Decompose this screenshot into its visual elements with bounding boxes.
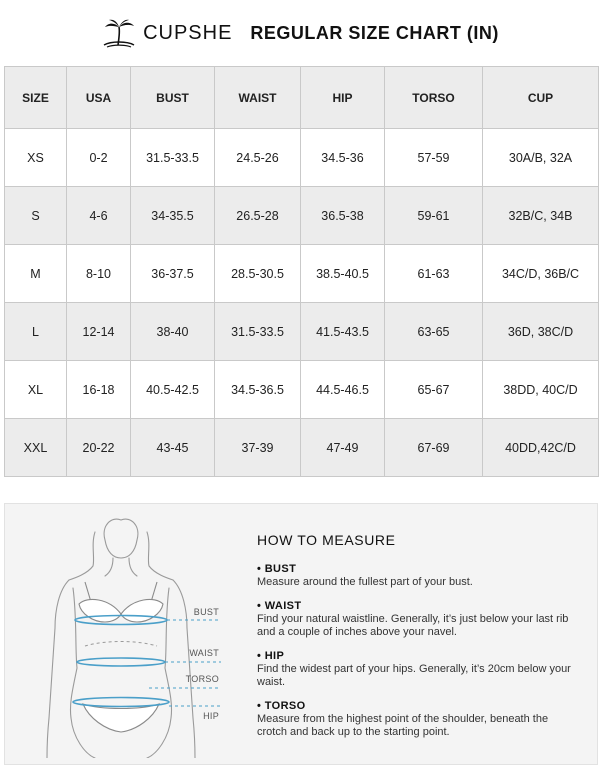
- table-cell: 38.5-40.5: [301, 245, 385, 303]
- table-cell: 16-18: [67, 361, 131, 419]
- table-cell: 8-10: [67, 245, 131, 303]
- how-to-measure-title: HOW TO MEASURE: [257, 532, 396, 548]
- body-measurement-figure: [25, 518, 230, 758]
- table-cell: 36.5-38: [301, 187, 385, 245]
- bust-guide-label: BUST: [193, 607, 219, 617]
- table-cell: 34C/D, 36B/C: [483, 245, 599, 303]
- table-cell: 31.5-33.5: [131, 129, 215, 187]
- table-cell: 59-61: [385, 187, 483, 245]
- table-row: [5, 419, 599, 477]
- table-cell: 26.5-28: [215, 187, 301, 245]
- table-cell: 12-14: [67, 303, 131, 361]
- table-cell: 32B/C, 34B: [483, 187, 599, 245]
- measure-item-hip: [257, 650, 577, 689]
- table-row: [5, 187, 599, 245]
- table-cell: XL: [5, 361, 67, 419]
- table-cell: 41.5-43.5: [301, 303, 385, 361]
- table-cell: 28.5-30.5: [215, 245, 301, 303]
- table-cell: 38DD, 40C/D: [483, 361, 599, 419]
- table-cell: S: [5, 187, 67, 245]
- table-cell: 30A/B, 32A: [483, 129, 599, 187]
- how-to-measure-instructions: [257, 532, 577, 750]
- table-cell: 57-59: [385, 129, 483, 187]
- table-cell: 31.5-33.5: [215, 303, 301, 361]
- column-header: SIZE: [5, 67, 67, 129]
- table-cell: 4-6: [67, 187, 131, 245]
- table-cell: 34-35.5: [131, 187, 215, 245]
- measure-name: • HIP: [257, 650, 285, 662]
- measure-description: Find the widest part of your hips. Generally, it’s 20cm below your waist.: [257, 663, 571, 688]
- table-cell: 43-45: [131, 419, 215, 477]
- table-cell: XS: [5, 129, 67, 187]
- hip-guide-label: HIP: [203, 711, 219, 721]
- column-header: TORSO: [385, 67, 483, 129]
- table-header-row: [5, 67, 599, 129]
- table-cell: 0-2: [67, 129, 131, 187]
- measure-item-torso: [257, 700, 577, 739]
- brand-name: CUPSHE: [143, 21, 233, 44]
- table-cell: 40.5-42.5: [131, 361, 215, 419]
- table-row: [5, 361, 599, 419]
- table-cell: 65-67: [385, 361, 483, 419]
- table-cell: M: [5, 245, 67, 303]
- table-cell: 34.5-36: [301, 129, 385, 187]
- column-header: CUP: [483, 67, 599, 129]
- measure-item-bust: [257, 563, 577, 589]
- column-header: HIP: [301, 67, 385, 129]
- measure-description: Measure from the highest point of the shoulder, beneath the crotch and back up to the starting point.: [257, 713, 549, 738]
- chart-header: [0, 0, 600, 66]
- table-cell: 24.5-26: [215, 129, 301, 187]
- table-cell: XXL: [5, 419, 67, 477]
- table-cell: 40DD,42C/D: [483, 419, 599, 477]
- measure-item-waist: [257, 600, 577, 639]
- column-header: USA: [67, 67, 131, 129]
- table-row: [5, 245, 599, 303]
- column-header: BUST: [131, 67, 215, 129]
- torso-guide-label: TORSO: [185, 674, 219, 684]
- table-cell: 20-22: [67, 419, 131, 477]
- measure-name: • TORSO: [257, 700, 306, 712]
- measure-description: Find your natural waistline. Generally, it’s just below your last rib and a couple of inches above your navel.: [257, 613, 569, 638]
- table-cell: 47-49: [301, 419, 385, 477]
- measure-name: • WAIST: [257, 600, 302, 612]
- chart-title: REGULAR SIZE CHART (IN): [250, 22, 499, 43]
- measure-description: Measure around the fullest part of your bust.: [257, 576, 473, 588]
- table-cell: 38-40: [131, 303, 215, 361]
- table-cell: 37-39: [215, 419, 301, 477]
- how-to-measure-panel: [4, 503, 598, 765]
- table-row: [5, 303, 599, 361]
- table-cell: 63-65: [385, 303, 483, 361]
- table-cell: 36-37.5: [131, 245, 215, 303]
- size-chart-table: [4, 66, 599, 477]
- table-cell: 36D, 38C/D: [483, 303, 599, 361]
- table-row: [5, 129, 599, 187]
- table-cell: 44.5-46.5: [301, 361, 385, 419]
- table-cell: 34.5-36.5: [215, 361, 301, 419]
- table-cell: L: [5, 303, 67, 361]
- waist-guide-label: WAIST: [189, 648, 219, 658]
- palm-tree-logo-icon: [101, 18, 137, 48]
- table-cell: 67-69: [385, 419, 483, 477]
- table-cell: 61-63: [385, 245, 483, 303]
- column-header: WAIST: [215, 67, 301, 129]
- measure-name: • BUST: [257, 563, 297, 575]
